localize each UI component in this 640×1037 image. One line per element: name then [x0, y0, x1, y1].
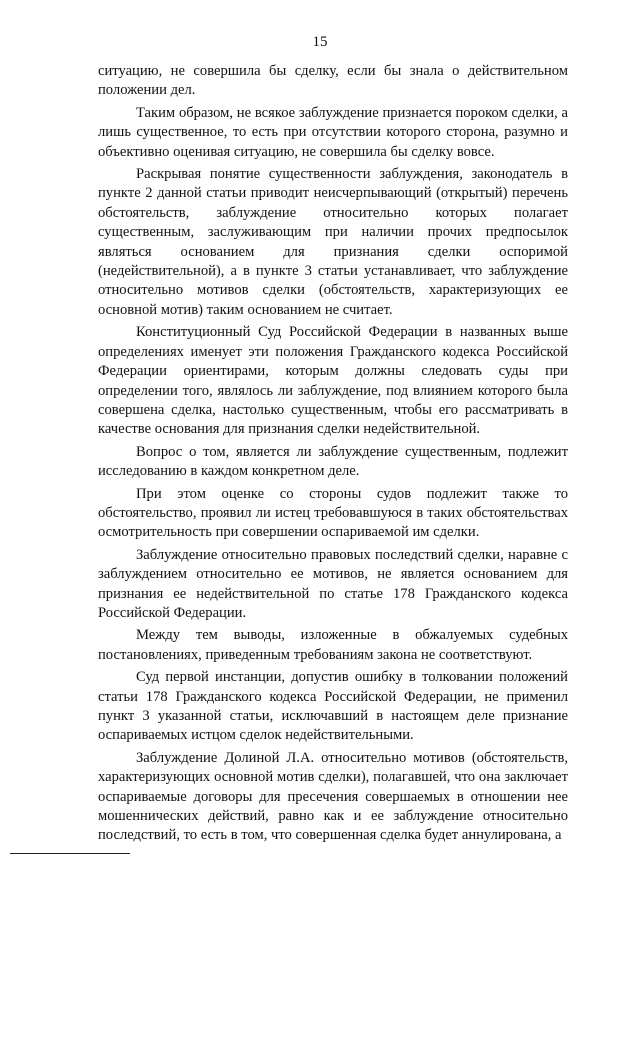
- paragraph: Между тем выводы, изложенные в обжалуемых судебных постановлениях, приведенным требованиям закона не соответствуют.: [98, 627, 568, 663]
- paragraph: Заблуждение Долиной Л.А. относительно мотивов (обстоятельств, характеризующих основной мотив сделки), полагавшей, что она заключает оспариваемые договоры для пресечения совершаемых в отношении нее мошеннических действий, равно как и ее заблуждение относительно последствий, то есть в том, что совершенная сделка будет аннулирована, а: [98, 749, 568, 844]
- paragraph: Суд первой инстанции, допустив ошибку в толковании положений статьи 178 Гражданского кодекса Российской Федерации, не применил пункт 3 указанной статьи, исключавший в настоящем деле признание оспариваемых истцом сделок недействительными.: [98, 669, 568, 744]
- paragraph: Конституционный Суд Российской Федерации в названных выше определениях именует эти положения Гражданского кодекса Российской Федерации ориентирами, которым должны следовать суды при определении того, являлось ли заблуждение, под влиянием которого была совершена сделка, настолько существенным, чтобы его рассматривать в качестве основания для признания сделки недействительной.: [98, 324, 568, 438]
- footnote-rule: [10, 853, 130, 854]
- paragraph: Раскрывая понятие существенности заблуждения, законодатель в пункте 2 данной статьи приводит неисчерпывающий (открытый) перечень обстоятельств, заблуждение относительно которых полагает существенным, заслуживающим при наличии прочих предпосылок являться основанием для признания сделки оспоримой (недействительной), а в пункте 3 статьи устанавливает, что заблуждение относительно мотивов сделки (обстоятельств, характеризующих ее основной мотив) таким основанием не считает.: [98, 166, 568, 318]
- paragraph: Таким образом, не всякое заблуждение признается пороком сделки, а лишь существенное, то есть при отсутствии которого сторона, разумно и объективно оценивая ситуацию, не совершила бы сделку вовсе.: [98, 104, 568, 160]
- paragraph: ситуацию, не совершила бы сделку, если бы знала о действительном положении дел.: [98, 63, 568, 99]
- paragraph: При этом оценке со стороны судов подлежит также то обстоятельство, проявил ли истец требовавшуюся в таких обстоятельствах осмотрительность при совершении оспариваемой им сделки.: [98, 485, 568, 541]
- paragraph: Заблуждение относительно правовых последствий сделки, наравне с заблуждением относительно ее мотивов, не является основанием для признания ее недействительной по статье 178 Гражданского кодекса Российской Федерации.: [98, 546, 568, 621]
- body-text: [98, 62, 568, 849]
- paragraph: Вопрос о том, является ли заблуждение существенным, подлежит исследованию в каждом конкретном деле.: [98, 443, 568, 480]
- page-number: 15: [312, 34, 328, 50]
